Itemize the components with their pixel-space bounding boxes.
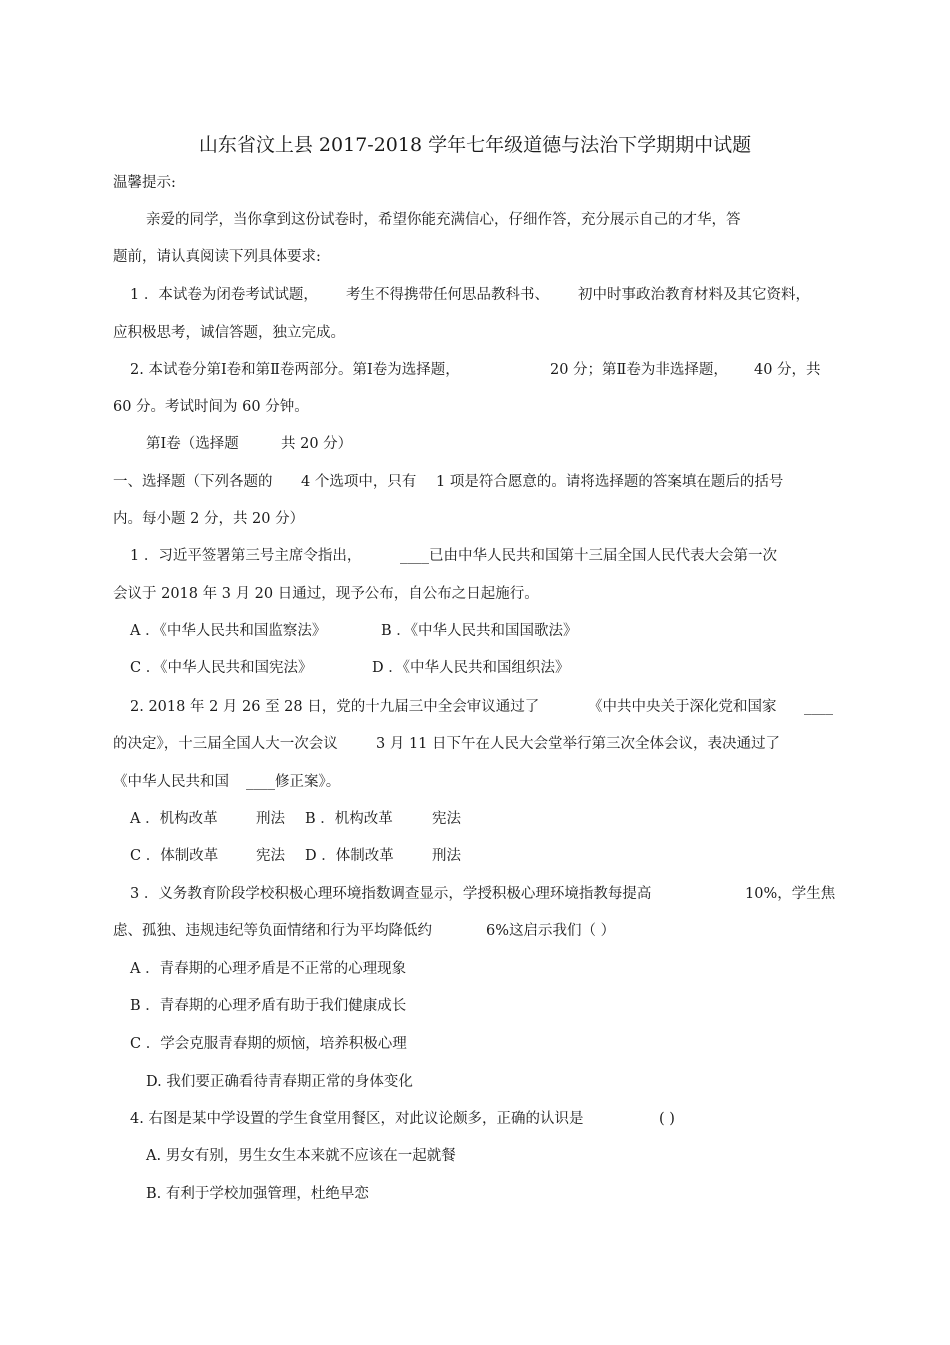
question-2-line-3-b: ____修正案》。 (246, 774, 341, 790)
rule-1-part-a: 1 ．本试卷为闭卷考试试题， (130, 287, 318, 303)
question-3-option-c: C ．学会克服青春期的烦恼，培养积极心理 (130, 1036, 407, 1052)
part-1-heading-a: 第Ⅰ卷（选择题 (146, 436, 239, 452)
question-1-option-c: C ．《中华人民共和国宪法》 (130, 660, 313, 676)
question-3-part-a: 3 ．义务教育阶段学校积极心理环境指数调查显示，学授积极心理环境指教每提高 (130, 886, 652, 902)
rule-1-part-b: 考生不得携带任何思品教科书、 (346, 287, 549, 303)
page-title: 山东省汶上县 2017-2018 学年七年级道德与法治下学期期中试题 (198, 134, 752, 156)
question-3-option-b: B ．青春期的心理矛盾有助于我们健康成长 (130, 998, 407, 1014)
question-2-option-b-law: 宪法 (432, 811, 461, 827)
question-1-part-a: 1 ．习近平签署第三号主席令指出， (130, 548, 362, 564)
rule-1-line-2: 应积极思考，诚信答题，独立完成。 (113, 325, 345, 341)
question-1-option-a: A ．《中华人民共和国监察法》 (130, 623, 327, 639)
rule-2-part-c: 40 分，共 (754, 362, 821, 378)
question-2-option-a: A ．机构改革 (130, 811, 218, 827)
rule-2-line-2: 60 分。考试时间为 60 分钟。 (113, 399, 309, 415)
question-2-option-c: C ．体制改革 (130, 848, 219, 864)
question-4-part-a: 4. 右图是某中学设置的学生食堂用餐区，对此议论颇多，正确的认识是 (130, 1111, 584, 1127)
question-3-option-a: A ．青春期的心理矛盾是不正常的心理现象 (130, 961, 407, 977)
question-1-option-b: B ．《中华人民共和国国歌法》 (381, 623, 578, 639)
question-2-option-b: B ．机构改革 (305, 811, 393, 827)
question-4-part-b: ( ) (659, 1111, 675, 1127)
part-1-heading-b: 共 20 分） (281, 436, 353, 452)
section-1-part-a: 一、选择题（下列各题的 (113, 474, 273, 490)
question-3-part-b: 10%，学生焦 (745, 886, 836, 902)
section-1-line-2: 内。每小题 2 分，共 20 分） (113, 511, 305, 527)
question-2-option-c-law: 宪法 (256, 848, 285, 864)
question-4-option-b: B. 有利于学校加强管理，杜绝早恋 (146, 1186, 369, 1202)
question-3-line-2-a: 虑、孤独、违规违纪等负面情绪和行为平均降低约 (113, 923, 432, 939)
rule-2-part-b: 20 分；第Ⅱ卷为非选择题， (550, 362, 728, 378)
question-2-option-d: D ．体制改革 (305, 848, 394, 864)
rule-1-part-c: 初中时事政治教育材料及其它资料， (578, 287, 810, 303)
question-4-option-a: A. 男女有别，男生女生本来就不应该在一起就餐 (146, 1148, 456, 1164)
question-1-part-b: ____已由中华人民共和国第十三届全国人民代表大会第一次 (400, 548, 777, 564)
question-2-part-b: 《中共中央关于深化党和国家 (588, 699, 777, 715)
rule-2-part-a: 2. 本试卷分第Ⅰ卷和第Ⅱ卷两部分。第Ⅰ卷为选择题， (130, 362, 460, 378)
question-2-line-3-a: 《中华人民共和国 (113, 774, 229, 790)
section-1-part-c: 1 项是符合愿意的。请将选择题的答案填在题后的括号 (436, 474, 784, 490)
question-1-option-d: D ．《中华人民共和国组织法》 (372, 660, 570, 676)
question-2-option-a-law: 刑法 (256, 811, 285, 827)
question-3-option-d: D. 我们要正确看待青春期正常的身体变化 (146, 1074, 413, 1090)
question-1-line-2: 会议于 2018 年 3 月 20 日通过，现予公布，自公布之日起施行。 (113, 586, 539, 602)
section-1-part-b: 4 个选项中，只有 (301, 474, 417, 490)
intro-line-2: 题前，请认真阅读下列具体要求: (113, 249, 321, 265)
question-3-line-2-b: 6%这启示我们（ ） (486, 923, 616, 939)
intro-line-1: 亲爱的同学，当你拿到这份试卷时，希望你能充满信心，仔细作答，充分展示自己的才华，答 (146, 212, 741, 228)
question-2-option-d-law: 刑法 (432, 848, 461, 864)
question-2-part-a: 2. 2018 年 2 月 26 至 28 日，党的十九届三中全会审议通过了 (130, 699, 540, 715)
question-2-part-c: ____ (804, 699, 833, 715)
question-2-line-2-a: 的决定》，十三届全国人大一次会议 (113, 736, 338, 752)
question-2-line-2-b: 3 月 11 日下午在人民大会堂举行第三次全体会议，表决通过了 (376, 736, 781, 752)
tips-label: 温馨提示: (113, 175, 176, 191)
